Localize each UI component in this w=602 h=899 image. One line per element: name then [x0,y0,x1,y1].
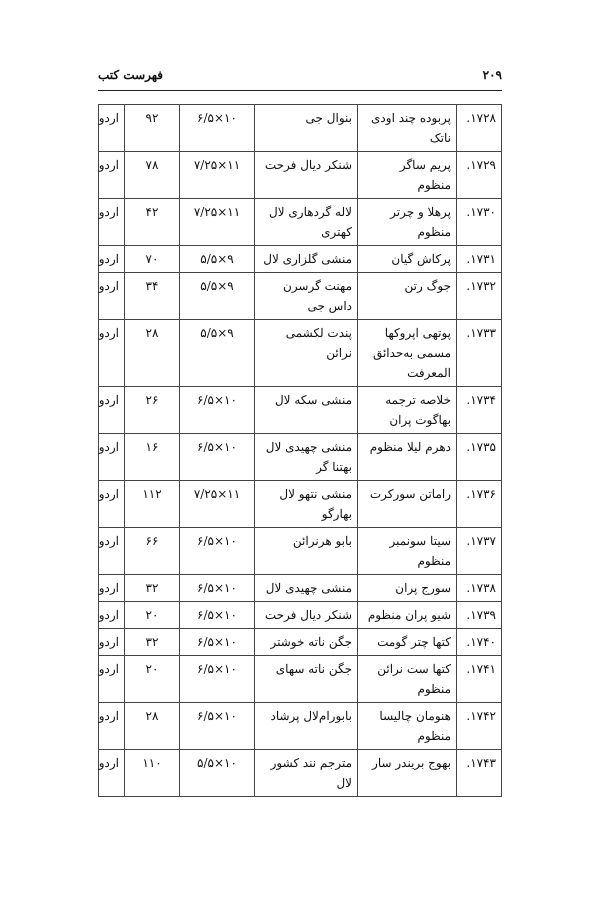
book-language: اردو [99,199,125,246]
book-title: پربوده چند اودی ناتک [358,105,457,152]
book-size: ۱۰×۶/۵ [180,703,255,750]
header-divider [98,90,502,91]
book-author: منشی سکه لال [255,387,358,434]
entry-number: ۱۷۴۲. [457,703,502,750]
book-title: کتها ست نرائن منظوم [358,656,457,703]
book-language: اردو [99,105,125,152]
entry-number: ۱۷۳۸. [457,575,502,602]
book-title: پوتهی اپروکها مسمی به‌حدائق المعرفت [358,320,457,387]
page-number: ۲۰۹ [482,68,502,82]
table-row [99,199,502,246]
book-size: ۱۰×۶/۵ [180,575,255,602]
table-row [99,434,502,481]
book-title: خلاصه ترجمه بهاگوت پران [358,387,457,434]
book-language: اردو [99,387,125,434]
page-count: ۲۶ [125,387,180,434]
book-language: اردو [99,273,125,320]
book-language: اردو [99,246,125,273]
page-count: ۳۲ [125,629,180,656]
book-language: اردو [99,656,125,703]
book-language: اردو [99,629,125,656]
book-author: بابورام‌لال پرشاد [255,703,358,750]
book-author: مترجم نند کشور لال [255,750,358,797]
entry-number: ۱۷۳۴. [457,387,502,434]
book-size: ۱۰×۶/۵ [180,602,255,629]
book-size: ۹×۵/۵ [180,246,255,273]
book-title: بهوج بریندر سار [358,750,457,797]
book-size: ۱۱×۷/۲۵ [180,481,255,528]
book-title: پریم ساگر منظوم [358,152,457,199]
table-row [99,575,502,602]
page-count: ۲۸ [125,320,180,387]
book-size: ۱۰×۶/۵ [180,434,255,481]
page-count: ۱۱۲ [125,481,180,528]
book-title: پرکاش گیان [358,246,457,273]
book-title: پرهلا و چرتر منظوم [358,199,457,246]
entry-number: ۱۷۳۰. [457,199,502,246]
book-title: سیتا سونمبر منظوم [358,528,457,575]
book-author: منشی چهیدی لال [255,575,358,602]
page-count: ۱۱۰ [125,750,180,797]
entry-number: ۱۷۳۲. [457,273,502,320]
book-size: ۱۱×۷/۲۵ [180,152,255,199]
book-author: جگن ناته خوشتر [255,629,358,656]
book-size: ۱۱×۷/۲۵ [180,199,255,246]
table-row [99,481,502,528]
entry-number: ۱۷۴۰. [457,629,502,656]
table-row [99,750,502,797]
page-count: ۳۲ [125,575,180,602]
book-author: لاله گردهاری لال کهتری [255,199,358,246]
page-count: ۷۸ [125,152,180,199]
entry-number: ۱۷۳۹. [457,602,502,629]
book-title: شیو پران منظوم [358,602,457,629]
book-size: ۹×۵/۵ [180,273,255,320]
book-language: اردو [99,602,125,629]
book-language: اردو [99,320,125,387]
book-author: جگن ناته سهای [255,656,358,703]
entry-number: ۱۷۳۵. [457,434,502,481]
running-title: فهرست کتب [98,68,164,82]
table-row [99,528,502,575]
page-count: ۶۶ [125,528,180,575]
book-language: اردو [99,575,125,602]
book-title: راماتن سورکرت [358,481,457,528]
book-title: دهرم لیلا منظوم [358,434,457,481]
book-size: ۱۰×۶/۵ [180,629,255,656]
book-author: پندت لکشمی نرائن [255,320,358,387]
page-count: ۲۰ [125,602,180,629]
book-author: مهنت گرسرن داس جی [255,273,358,320]
book-title: هنومان چالیسا منظوم [358,703,457,750]
page-header [98,66,502,86]
book-catalog-table [98,104,502,797]
page-count: ۱۶ [125,434,180,481]
table-row [99,629,502,656]
book-title: جوگ رتن [358,273,457,320]
entry-number: ۱۷۳۶. [457,481,502,528]
book-title: کتها چتر گومت [358,629,457,656]
book-size: ۱۰×۶/۵ [180,528,255,575]
book-language: اردو [99,750,125,797]
page-count: ۴۲ [125,199,180,246]
catalog-body [99,105,502,797]
page-count: ۹۲ [125,105,180,152]
book-author: شنکر دیال فرحت [255,152,358,199]
book-author: بابو هرنرائن [255,528,358,575]
entry-number: ۱۷۲۸. [457,105,502,152]
book-language: اردو [99,434,125,481]
book-size: ۱۰×۵/۵ [180,750,255,797]
entry-number: ۱۷۳۳. [457,320,502,387]
table-row [99,246,502,273]
page-count: ۲۸ [125,703,180,750]
book-size: ۱۰×۶/۵ [180,387,255,434]
book-author: شنکر دیال فرحت [255,602,358,629]
book-size: ۱۰×۶/۵ [180,656,255,703]
entry-number: ۱۷۳۷. [457,528,502,575]
book-author: بنوال جی [255,105,358,152]
page-count: ۳۴ [125,273,180,320]
book-author: منشی چهیدی لال بهتنا گر [255,434,358,481]
table-row [99,703,502,750]
entry-number: ۱۷۲۹. [457,152,502,199]
entry-number: ۱۷۴۱. [457,656,502,703]
book-author: منشی گلزاری لال [255,246,358,273]
table-row [99,656,502,703]
book-size: ۹×۵/۵ [180,320,255,387]
table-row [99,273,502,320]
table-row [99,105,502,152]
page-count: ۷۰ [125,246,180,273]
book-author: منشی نتهو لال بهارگو [255,481,358,528]
entry-number: ۱۷۴۳. [457,750,502,797]
book-language: اردو [99,528,125,575]
entry-number: ۱۷۳۱. [457,246,502,273]
table-row [99,320,502,387]
book-language: اردو [99,703,125,750]
book-language: اردو [99,481,125,528]
book-size: ۱۰×۶/۵ [180,105,255,152]
table-row [99,387,502,434]
book-title: سورج پران [358,575,457,602]
table-row [99,152,502,199]
book-language: اردو [99,152,125,199]
table-row [99,602,502,629]
page-count: ۲۰ [125,656,180,703]
